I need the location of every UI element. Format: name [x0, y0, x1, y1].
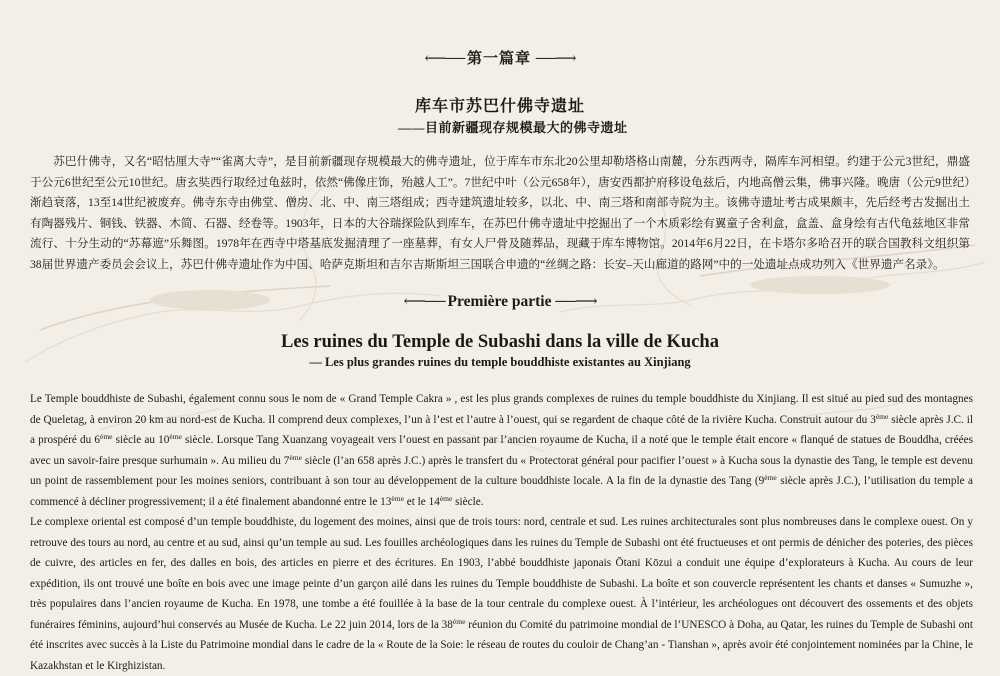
french-title: Les ruines du Temple de Subashi dans la ville de Kucha — [281, 332, 719, 352]
chinese-title: 库车市苏巴什佛寺遗址 — [414, 98, 585, 115]
chinese-body-text: 苏巴什佛寺，又名“昭怙厘大寺”“雀离大寺”，是目前新疆现存规模最大的佛寺遗址，位于库车市东北20公里却勒塔格山南麓，分东西两寺，隔库车河相望。约建于公元3世纪，鼎盛于公元6世纪至公元10世纪。唐玄奘西行取经过龟兹时，依然“佛像庄饰，殆越人工”。7世纪中叶（公元658年），唐安西都护府移设龟兹后，内地高僧云集，佛事兴隆。晚唐（公元9世纪）渐趋衰落，13至14世纪被废弃。佛寺东寺由佛堂、僧房、北、中、南三塔组成；西寺建筑遗址较多，以北、中、南三塔和南部寺院为主。该佛寺遗址考古成果颇丰，先后经考古发掘出土有陶器残片、铜钱、铁器、木简、石器、经卷等。1903年，日本的大谷瑞探险队到库车，在苏巴什佛寺遗址中挖掘出了一个木质彩绘有翼童子舍利盒，盒盖、盒身绘有古代龟兹地区非常流行、十分生动的“苏幕遮”乐舞图。1978年在西寺中塔基底发掘清理了一座墓葬，有女人尸骨及随葬品，现藏于库车博物馆。2014年6月22日，在卡塔尔多哈召开的联合国教科文组织第38届世界遗产委员会会议上，苏巴什佛寺遗址作为中国、哈萨克斯坦和吉尔吉斯斯坦三国联合申遗的“丝绸之路：长安–天山廊道的路网”中的一处遗址点成功列入《世界遗产名录》。 — [30, 155, 970, 271]
chinese-section-heading-text: 第一篇章 — [466, 51, 531, 67]
chinese-subtitle: ——目前新疆现存规模最大的佛寺遗址 — [398, 120, 628, 135]
chinese-section-heading — [0, 47, 1000, 68]
left-ornament: ⟵── — [403, 293, 448, 310]
french-section-heading — [0, 292, 1000, 311]
french-subtitle: — Les plus grandes ruines du temple bouddhiste existantes au Xinjiang — [309, 355, 691, 369]
right-ornament: ──⟶ — [535, 51, 576, 67]
french-section-heading-text: Première partie — [447, 293, 552, 310]
left-ornament: ⟵── — [424, 51, 467, 67]
french-paragraph-2: Le complexe oriental est composé d’un temple bouddhiste, du logement des moines, ainsi que de trois tours: nord, centrale et sud. Les ruines architecturales sont plus nombreuses dans le complexe ouest. On y retrouve des tours au nord, au centre et au sud, ainsi qu’un temple au sud. Les fouilles archéologiques dans les ruines du Temple de Subashi ont été fructueuses et ont permis de dénicher des poteries, des pièces de cuivre, des articles en fer, des dalles en bois, des articles en pierre et des écritures. En 1903, l’abbé bouddhiste japonais Ōtani Kōzui a conduit une équipe d’explorateurs à Kucha. Au cours de leur expédition, ils ont trouvé une boîte en bois avec une image peinte d’un garçon ailé dans les ruines du Temple bouddhiste de Subashi. La boîte et son couvercle représentent les chants et danses « Sumuzhe », très populaires dans l’ancien royaume de Kucha. En 1978, une tombe a été fouillée à la base de la tour centrale du complexe ouest. À l’intérieur, les archéologues ont découvert des ossements et des objets funéraires féminins, aujourd’hui conservés au Musée de Kucha. Le 22 juin 2014, lors de la 38ème réunion du Comité du patrimoine mondial de l’UNESCO à Doha, au Qatar, les ruines du Temple de Subashi ont été inscrites avec succès à la Liste du Patrimoine mondial dans le cadre de la « Route de la Soie: le réseau de routes du couloir de Chang’an - Tianshan », après avoir été conjointement nominées par la Chine, le Kazakhstan et le Kirghizistan. — [30, 516, 973, 672]
french-body-text — [30, 389, 973, 676]
french-paragraph-1: Le Temple bouddhiste de Subashi, également connu sous le nom de « Grand Temple Cakra » , est les plus grands complexes de ruines du temple bouddhiste du Xinjiang. Il est situé au pied sud des montagnes de Queletag, à environ 20 km au nord-est de Kucha. Il comprend deux complexes, l’un à l’est et l’autre à l’ouest, qui se regardent de chaque côté de la rivière Kucha. Construit autour du 3ème siècle après J.C. il a prospéré du 6ème siècle au 10ème siècle. Lorsque Tang Xuanzang voyageait vers l’ouest en passant par l’ancien royaume de Kucha, il a noté que le temple était encore « flanqué de statues de Bouddha, créées avec un savoir-faire presque surhumain ». Au milieu du 7ème siècle (l’an 658 après J.C.) après le transfert du « Protectorat général pour pacifier l’ouest » à Kucha sous la dynastie des Tang, le temple est devenu un point de rassemblement pour les moines seniors, contribuant à son tour au développement de la culture bouddhiste locale. A la fin de la dynastie des Tang (9ème siècle après J.C.), l’utilisation du temple a commencé à décliner progressivement; il a été finalement abandonné entre le 13ème et le 14ème siècle. — [30, 393, 973, 508]
right-ornament: ──⟶ — [555, 293, 597, 310]
